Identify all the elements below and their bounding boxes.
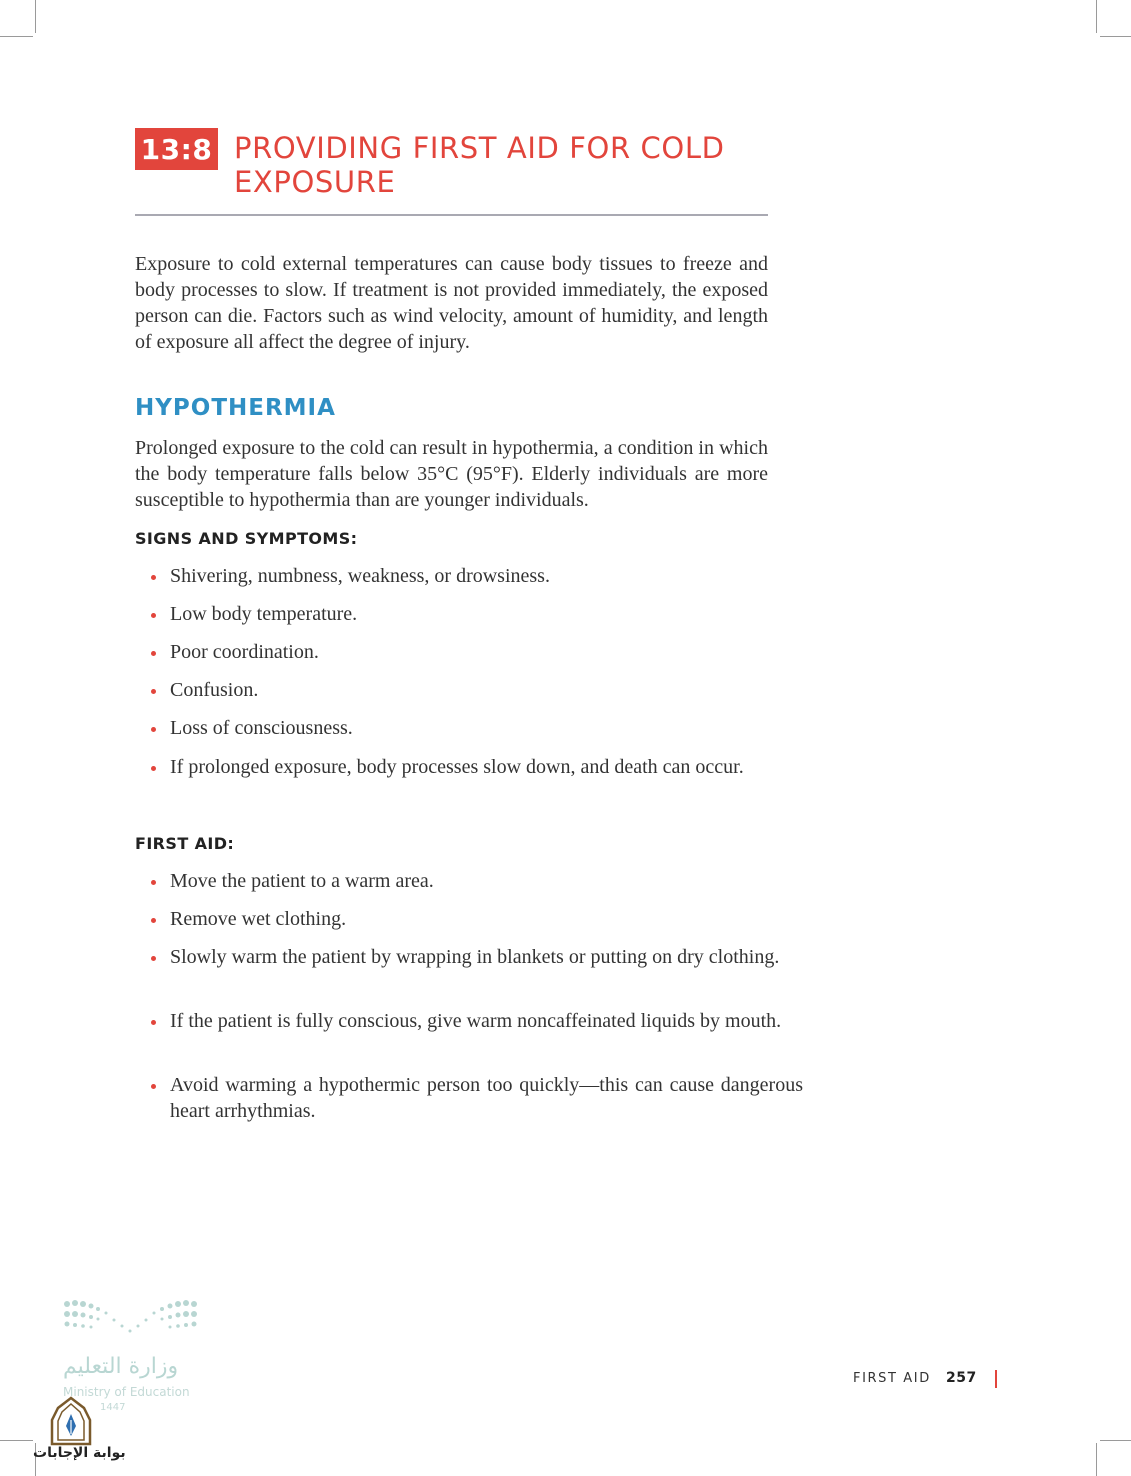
intro-paragraph: Exposure to cold external temperatures can cause body tissues to freeze and body processes to slow. If treatment is not provided immediately, the exposed person can die. Factors such as wind velocity, amount of humidity, and length of exposure all affect the degree of injury. [135, 253, 768, 353]
section-number-badge: 13:8 [135, 128, 218, 170]
signs-heading: SIGNS AND SYMPTOMS: [135, 529, 358, 548]
crop-mark [1100, 1440, 1131, 1441]
crop-mark [1096, 1443, 1097, 1476]
page-number: 257 [946, 1370, 977, 1386]
bullet-icon [151, 613, 156, 618]
bullet-icon [151, 956, 156, 961]
list-item: If prolonged exposure, body processes slow down, and death can occur. [135, 754, 803, 780]
bullet-icon [151, 689, 156, 694]
title-divider [135, 214, 768, 216]
crop-mark [0, 1440, 33, 1441]
bullet-icon [151, 651, 156, 656]
ministry-year: 1447 [100, 1402, 126, 1413]
list-item: Confusion. [135, 677, 803, 703]
page-marker-bar [995, 1370, 997, 1388]
list-item: Low body temperature. [135, 601, 803, 627]
hypothermia-paragraph: Prolonged exposure to the cold can result in hypothermia, a condition in which the body temperature falls below 35°C (95°F). Elderly individuals are more susceptible to hypothermia than are younger individuals. [135, 437, 768, 511]
ministry-logo-icon [60, 1298, 202, 1340]
watermark-emblem-icon [48, 1396, 94, 1446]
list-item: Avoid warming a hypothermic person too quickly—this can cause dangerous heart arrhythmias. [135, 1072, 803, 1124]
watermark-text: بوابة الإجابات [33, 1445, 126, 1461]
crop-mark [1096, 0, 1097, 33]
hypothermia-block [135, 435, 768, 513]
bullet-icon [151, 727, 156, 732]
footer-chapter-label: FIRST AID [853, 1371, 931, 1386]
bullet-icon [151, 1084, 156, 1089]
crop-mark [0, 36, 33, 37]
hypothermia-heading: HYPOTHERMIA [135, 395, 336, 421]
list-item: Shivering, numbness, weakness, or drowsiness. [135, 563, 803, 589]
list-item: Move the patient to a warm area. [135, 868, 803, 894]
bullet-icon [151, 918, 156, 923]
intro-block [135, 251, 768, 355]
list-item: Remove wet clothing. [135, 906, 803, 932]
first-aid-heading: FIRST AID: [135, 834, 235, 853]
section-title: PROVIDING FIRST AID FOR COLD EXPOSURE [234, 131, 725, 199]
list-item: Poor coordination. [135, 639, 803, 665]
crop-mark [35, 0, 36, 33]
bullet-icon [151, 766, 156, 771]
crop-mark [1100, 36, 1131, 37]
ministry-name-english: Ministry of Education [63, 1385, 190, 1399]
list-item: Slowly warm the patient by wrapping in blankets or putting on dry clothing. [135, 944, 803, 970]
bullet-icon [151, 880, 156, 885]
bullet-icon [151, 1020, 156, 1025]
ministry-name-arabic: وزارة التعليم [63, 1354, 179, 1379]
list-item: If the patient is fully conscious, give warm noncaffeinated liquids by mouth. [135, 1008, 803, 1034]
bullet-icon [151, 575, 156, 580]
list-item: Loss of consciousness. [135, 715, 803, 741]
